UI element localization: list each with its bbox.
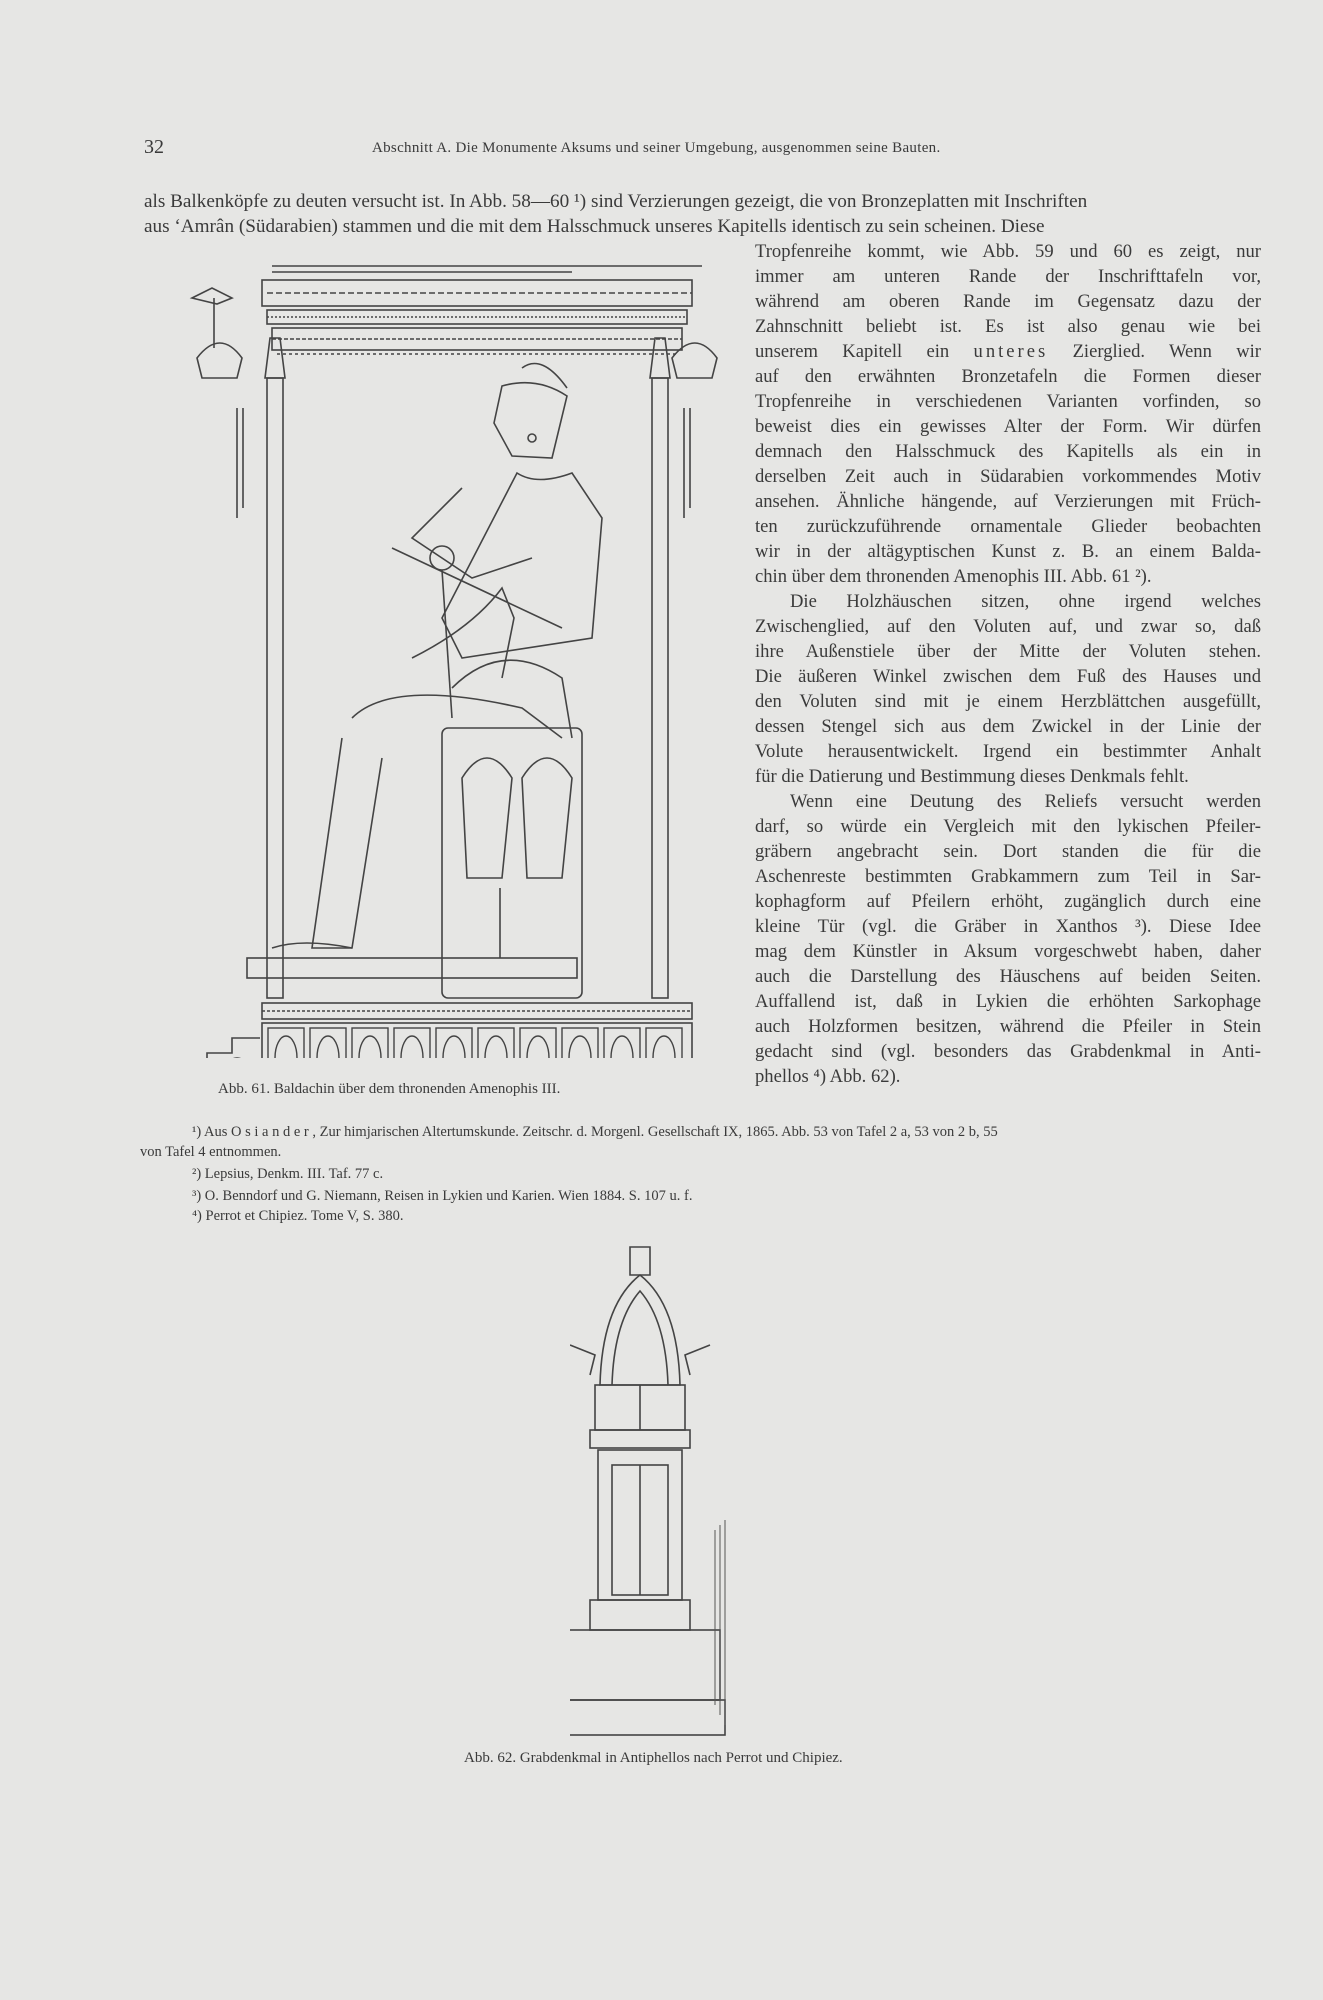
relief-cartouche bbox=[569, 1036, 591, 1058]
figure-61-caption: Abb. 61. Baldachin über dem thronenden Amenophis III. bbox=[218, 1081, 561, 1097]
figure-62-grabdenkmal-drawing bbox=[570, 1245, 780, 1740]
footnote: ¹) Aus O s i a n d e r , Zur himjarischen Altertumskunde. Zeitschr. d. Morgenl. Gesellschaft IX, 1865. Abb. 53 von Tafel 2 a, 53 von 2 b, 55 bbox=[192, 1124, 998, 1140]
column-line: phellos ⁴) Abb. 62). bbox=[755, 1066, 901, 1087]
column-line: immer am unteren Rande der Inschrifttafeln vor, bbox=[755, 266, 1261, 287]
column-line: für die Datierung und Bestimmung dieses Denkmals fehlt. bbox=[755, 766, 1189, 787]
column-line: Aschenreste bestimmten Grabkammern zum Teil in Sar- bbox=[755, 866, 1261, 887]
column-line: Tropfenreihe in verschiedenen Varianten vorfinden, so bbox=[755, 391, 1261, 412]
relief-panel bbox=[562, 1028, 598, 1058]
relief-cartouche bbox=[401, 1036, 423, 1058]
relief-cartouche bbox=[359, 1036, 381, 1058]
relief-panel bbox=[436, 1028, 472, 1058]
column-line: Zahnschnitt beliebt ist. Es ist also genau wie bei bbox=[755, 316, 1261, 337]
column-line: kophagform auf Pfeilern erhöht, zugänglich durch eine bbox=[755, 891, 1261, 912]
column-line: während am oberen Rande im Gegensatz dazu der bbox=[755, 291, 1261, 312]
relief-cartouche bbox=[317, 1036, 339, 1058]
column-line: Auffallend ist, daß in Lykien die erhöhten Sarkophage bbox=[755, 991, 1261, 1012]
column-line: auf den erwähnten Bronzetafeln die Formen dieser bbox=[755, 366, 1261, 387]
column-line: Die äußeren Winkel zwischen dem Fuß des Hauses und bbox=[755, 666, 1261, 687]
relief-panel bbox=[478, 1028, 514, 1058]
relief-panel bbox=[352, 1028, 388, 1058]
relief-panel bbox=[604, 1028, 640, 1058]
column-line: auch Holzformen besitzen, während die Pfeiler in Stein bbox=[755, 1016, 1261, 1037]
column-line: auch die Darstellung des Häuschens auf beiden Seiten. bbox=[755, 966, 1261, 987]
column-line: mag dem Künstler in Aksum vorgeschwebt haben, daher bbox=[755, 941, 1261, 962]
footnote: ²) Lepsius, Denkm. III. Taf. 77 c. bbox=[192, 1166, 384, 1182]
intro-line: als Balkenköpfe zu deuten versucht ist. In Abb. 58—60 ¹) sind Verzierungen gezeigt, die von Bronzeplatten mit Inschriften bbox=[144, 191, 1088, 212]
column-line: demnach den Halsschmuck des Kapitells als ein in bbox=[755, 441, 1261, 462]
column-line: Zwischenglied, auf den Voluten auf, und zwar so, daß bbox=[755, 616, 1261, 637]
relief-panel bbox=[310, 1028, 346, 1058]
column-line: Volute herausentwickelt. Irgend ein bestimmter Anhalt bbox=[755, 741, 1261, 762]
column-line: Die Holzhäuschen sitzen, ohne irgend welches bbox=[790, 591, 1261, 612]
relief-cartouche bbox=[611, 1036, 633, 1058]
column-line: wir in der altägyptischen Kunst z. B. an einem Balda- bbox=[755, 541, 1261, 562]
footnote: ⁴) Perrot et Chipiez. Tome V, S. 380. bbox=[192, 1208, 404, 1224]
relief-cartouche bbox=[443, 1036, 465, 1058]
column-line: ihre Außenstiele über der Mitte der Voluten stehen. bbox=[755, 641, 1261, 662]
relief-cartouche bbox=[527, 1036, 549, 1058]
column-line: gräbern angebracht sein. Dort standen die für die bbox=[755, 841, 1261, 862]
relief-cartouche bbox=[485, 1036, 507, 1058]
column-line: unserem Kapitell ein unteres Zierglied. Wenn wir bbox=[755, 341, 1262, 362]
relief-cartouche bbox=[275, 1036, 297, 1058]
running-head: Abschnitt A. Die Monumente Aksums und seiner Umgebung, ausgenommen seine Bauten. bbox=[372, 140, 941, 156]
relief-panel bbox=[394, 1028, 430, 1058]
figure-62-caption: Abb. 62. Grabdenkmal in Antiphellos nach Perrot und Chipiez. bbox=[464, 1750, 843, 1766]
column-line: Tropfenreihe kommt, wie Abb. 59 und 60 es zeigt, nur bbox=[755, 241, 1261, 262]
column-line: ten zurückzuführende ornamentale Glieder beobachten bbox=[755, 516, 1261, 537]
column-line: den Voluten sind mit je einem Herzblättchen ausgefüllt, bbox=[755, 691, 1261, 712]
footnote: von Tafel 4 entnommen. bbox=[140, 1144, 282, 1160]
column-line: ansehen. Ähnliche hängende, auf Verzierungen mit Früch- bbox=[755, 491, 1261, 512]
page-number: 32 bbox=[144, 136, 164, 158]
figure-61-baldachin-drawing bbox=[142, 258, 720, 1058]
footnote: ³) O. Benndorf und G. Niemann, Reisen in Lykien und Karien. Wien 1884. S. 107 u. f. bbox=[192, 1188, 693, 1204]
column-line: gedacht sind (vgl. besonders das Grabdenkmal in Anti- bbox=[755, 1041, 1261, 1062]
column-line: derselben Zeit auch in Südarabien vorkommendes Motiv bbox=[755, 466, 1261, 487]
column-line: chin über dem thronenden Amenophis III. Abb. 61 ²). bbox=[755, 566, 1152, 587]
column-line: darf, so würde ein Vergleich mit den lykischen Pfeiler- bbox=[755, 816, 1261, 837]
relief-panel bbox=[646, 1028, 682, 1058]
column-line: dessen Stengel sich aus dem Zwickel in der Linie der bbox=[755, 716, 1261, 737]
intro-line: aus ‘Amrân (Südarabien) stammen und die mit dem Halsschmuck unseres Kapitells identisch zu sein scheinen. Diese bbox=[144, 216, 1045, 237]
relief-cartouche bbox=[653, 1036, 675, 1058]
column-line: beweist dies ein gewisses Alter der Form. Wir dürfen bbox=[755, 416, 1261, 437]
relief-panel bbox=[520, 1028, 556, 1058]
column-line: Wenn eine Deutung des Reliefs versucht werden bbox=[790, 791, 1261, 812]
column-line: kleine Tür (vgl. die Gräber in Xanthos ³). Diese Idee bbox=[755, 916, 1261, 937]
relief-panel bbox=[268, 1028, 304, 1058]
